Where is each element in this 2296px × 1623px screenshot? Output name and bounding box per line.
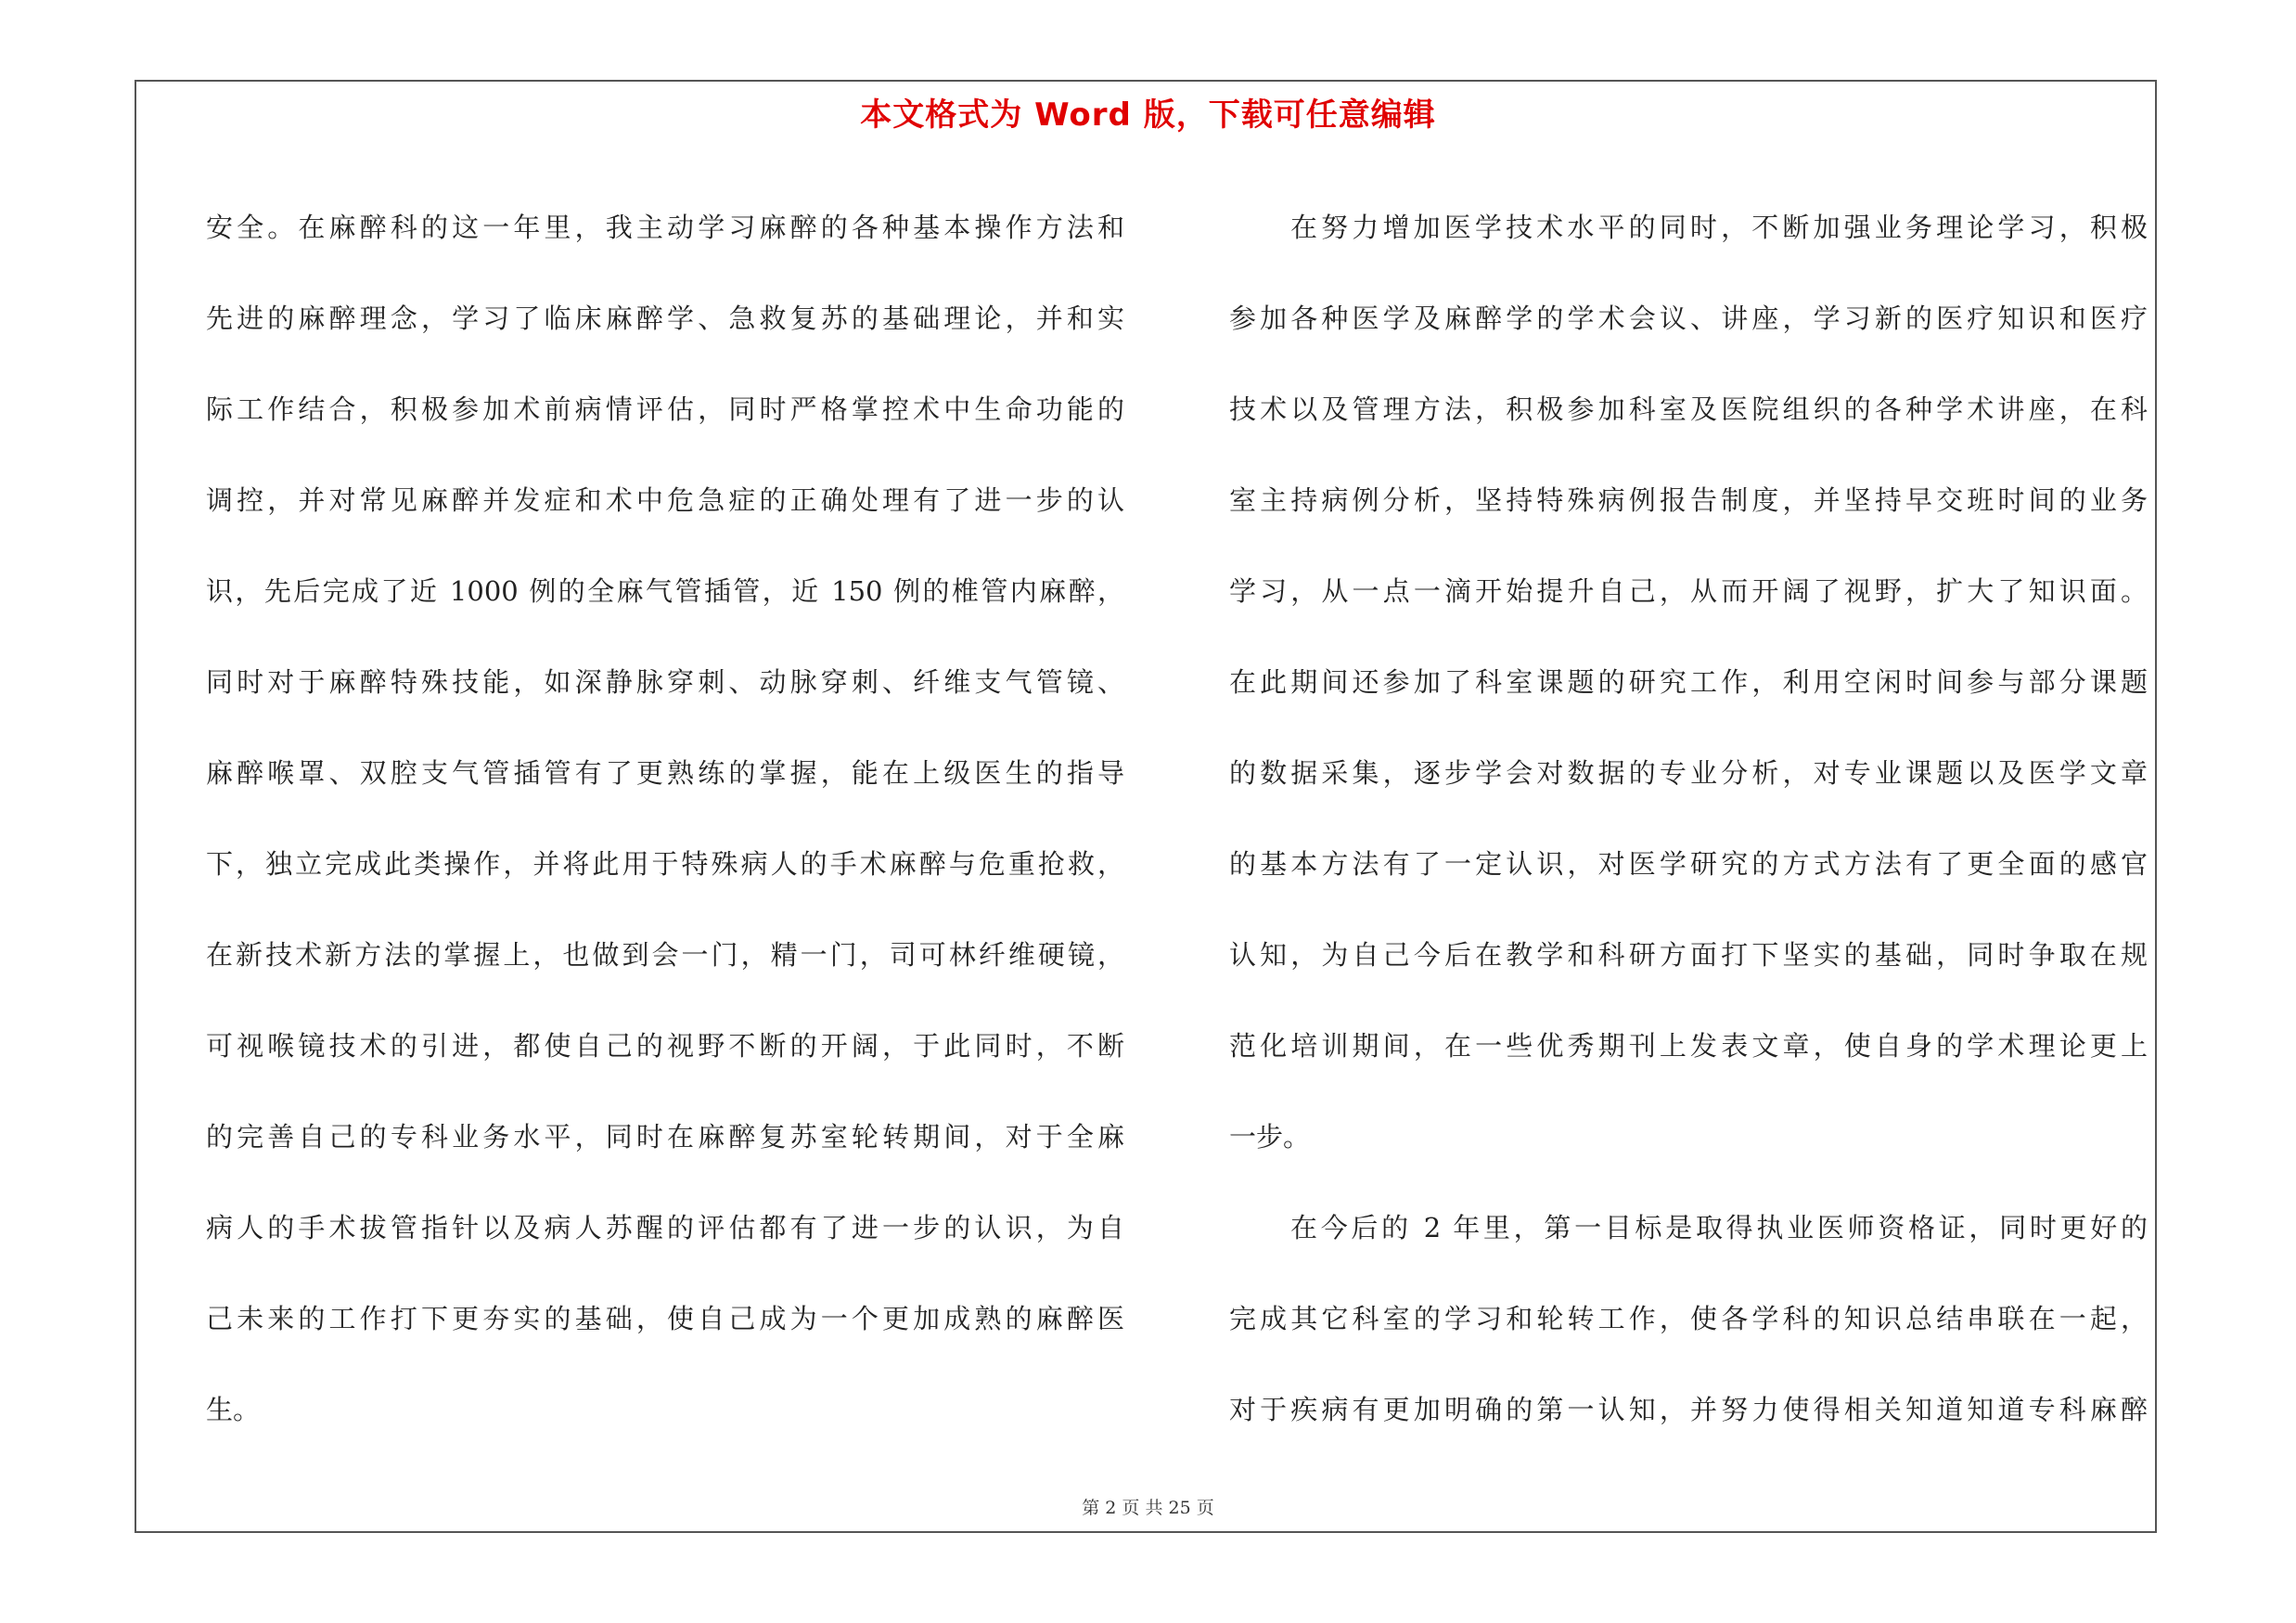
text-line: 在新技术新方法的掌握上，也做到会一门，精一门，司可林纤维硬镜， xyxy=(206,939,1124,971)
text-line: 对于疾病有更加明确的第一认知，并努力使得相关知道知道专科麻醉 xyxy=(1229,1394,2148,1425)
text-line: 同时对于麻醉特殊技能，如深静脉穿刺、动脉穿刺、纤维支气管镜、 xyxy=(206,666,1124,698)
text-line: 麻醉喉罩、双腔支气管插管有了更熟练的掌握，能在上级医生的指导 xyxy=(206,757,1124,789)
text-line: 下，独立完成此类操作，并将此用于特殊病人的手术麻醉与危重抢救， xyxy=(206,848,1124,880)
text-line: 在此期间还参加了科室课题的研究工作，利用空闲时间参与部分课题 xyxy=(1229,666,2148,698)
left-text-column xyxy=(206,182,1124,1455)
text-line: 认知，为自己今后在教学和科研方面打下坚实的基础，同时争取在规 xyxy=(1229,939,2148,971)
text-line: 可视喉镜技术的引进，都使自己的视野不断的开阔，于此同时，不断 xyxy=(206,1030,1124,1062)
text-line: 的完善自己的专科业务水平，同时在麻醉复苏室轮转期间，对于全麻 xyxy=(206,1121,1124,1153)
text-line: 技术以及管理方法，积极参加科室及医院组织的各种学术讲座，在科 xyxy=(1229,393,2148,425)
page-number: 第 2 页 共 25 页 xyxy=(1082,1498,1214,1518)
text-line: 学习，从一点一滴开始提升自己，从而开阔了视野，扩大了知识面。 xyxy=(1229,575,2148,607)
text-line: 调控，并对常见麻醉并发症和术中危急症的正确处理有了进一步的认 xyxy=(206,484,1124,516)
text-line: 安全。在麻醉科的这一年里，我主动学习麻醉的各种基本操作方法和 xyxy=(206,212,1124,243)
text-line: 生。 xyxy=(206,1394,261,1425)
paragraph-start-line: 在今后的 2 年里，第一目标是取得执业医师资格证，同时更好的 xyxy=(1290,1212,2148,1243)
text-line: 识，先后完成了近 1000 例的全麻气管插管，近 150 例的椎管内麻醉， xyxy=(206,575,1124,607)
format-notice-banner: 本文格式为 Word 版，下载可任意编辑 xyxy=(860,97,1436,134)
text-line: 参加各种医学及麻醉学的学术会议、讲座，学习新的医疗知识和医疗 xyxy=(1229,303,2148,334)
text-line: 先进的麻醉理念，学习了临床麻醉学、急救复苏的基础理论，并和实 xyxy=(206,303,1124,334)
text-line: 际工作结合，积极参加术前病情评估，同时严格掌控术中生命功能的 xyxy=(206,393,1124,425)
text-line: 完成其它科室的学习和轮转工作，使各学科的知识总结串联在一起， xyxy=(1229,1303,2148,1334)
text-line: 范化培训期间，在一些优秀期刊上发表文章，使自身的学术理论更上 xyxy=(1229,1030,2148,1062)
text-line: 病人的手术拔管指针以及病人苏醒的评估都有了进一步的认识，为自 xyxy=(206,1212,1124,1243)
text-line: 室主持病例分析，坚持特殊病例报告制度，并坚持早交班时间的业务 xyxy=(1229,484,2148,516)
paragraph-start-line: 在努力增加医学技术水平的同时，不断加强业务理论学习，积极 xyxy=(1290,212,2148,243)
text-line: 己未来的工作打下更夯实的基础，使自己成为一个更加成熟的麻醉医 xyxy=(206,1303,1124,1334)
right-text-column xyxy=(1229,182,2148,1455)
text-line: 的数据采集，逐步学会对数据的专业分析，对专业课题以及医学文章 xyxy=(1229,757,2148,789)
text-line: 一步。 xyxy=(1229,1121,1311,1153)
text-line: 的基本方法有了一定认识，对医学研究的方式方法有了更全面的感官 xyxy=(1229,848,2148,880)
